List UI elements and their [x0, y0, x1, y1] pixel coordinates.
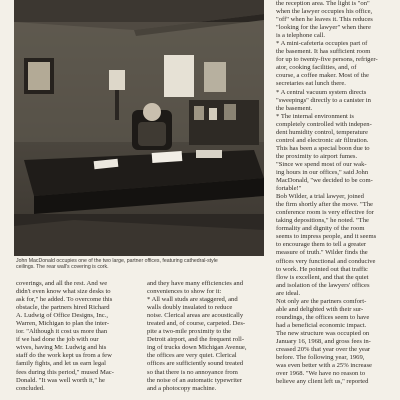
article-line: A. Ludwig of Office Designs, Inc., [16, 312, 108, 320]
article-bottom-middle-column [147, 280, 269, 393]
article-line: conference room is very effective for [276, 209, 374, 217]
article-line: pite a two-mile proximity to the [147, 328, 232, 336]
article-line: MacDonald, "we decided to be com- [276, 177, 373, 185]
article-line: * A mini-cafeteria occupies part of [276, 40, 368, 48]
article-line: creased 20% that year over the year [276, 346, 371, 354]
article-line: had a beneficial economic impact. [276, 321, 367, 329]
article-line: measure of truth." Wilder finds the [276, 249, 368, 257]
article-line: and they have many efficiencies and [147, 280, 243, 287]
article-line: Not only are the partners comfort- [276, 297, 367, 305]
article-line: This has been a special boon due to [276, 144, 370, 152]
article-line: seems to impress people, and it seems [276, 233, 377, 241]
article-line: * A central vacuum system directs [276, 88, 367, 96]
caption-line: ceilings. The rear wall's covering is cork. [16, 264, 109, 271]
article-line: Detroit airport, and the frequent roll- [147, 336, 245, 344]
article-line: offices are sufficiently sound treated [147, 360, 244, 368]
article-line: fortable!" [276, 185, 302, 193]
article-line: completely controlled with indepen- [276, 120, 372, 128]
article-line: believe any client left us," reported [276, 378, 369, 386]
article-line: "off" when he leaves it. This reduces [276, 16, 373, 24]
article-line: able and delighted with their sur- [276, 305, 364, 313]
article-line: ior. "Although it cost us more than [16, 328, 108, 336]
article-line: January 16, 1968, and gross fees in- [276, 337, 371, 345]
article-line: course, a coffee maker. Most of the [276, 72, 369, 80]
article-line: "Since we spend most of our wak- [276, 160, 367, 168]
article-line: and isolation of the lawyers' offices [276, 281, 370, 289]
article-line: taking depositions," he noted. "The [276, 217, 369, 225]
article-line: Warren, Michigan to plan the inter- [16, 320, 110, 328]
article-line: ator, cooking facilities, and, of [276, 64, 357, 72]
article-line: The new structure was occupied on [276, 329, 370, 337]
article-line: for up to twenty-five persons, refriger- [276, 56, 378, 64]
article-line: concluded. [16, 384, 45, 392]
article-bottom-left-column [16, 280, 138, 393]
article-line: coverings, and all the rest. And we [16, 280, 108, 287]
article-line: the offices are very quiet. Clerical [147, 352, 237, 360]
article-line: dent humidity control, temperature [276, 128, 368, 136]
article-line: the basement. [276, 104, 313, 112]
article-line: walls doubly insulated to reduce [147, 304, 233, 312]
article-line: the proximity to airport fumes. [276, 152, 358, 160]
article-right-column [276, 0, 400, 386]
article-line: is a telephone call. [276, 32, 326, 40]
article-line: ing of trucks down Michigan Avenue, [147, 344, 247, 352]
article-line: if we had done the job with our [16, 336, 99, 344]
article-line: staff do the work kept us from a few [16, 352, 112, 360]
article-line: conveniences to show for it: [147, 288, 222, 296]
photo-caption [16, 258, 266, 271]
office-photo-illustration [14, 0, 264, 256]
article-line: ing hours in our offices," said John [276, 168, 369, 176]
article-line: roundings, the offices seem to have [276, 313, 370, 321]
article-line: over 1968. "We have no reason to [276, 370, 366, 378]
article-line: Bob Wilder, a trial lawyer, joined [276, 193, 364, 201]
article-line: noise. Clerical areas are acoustically [147, 312, 244, 320]
article-line: and a photocopy machine. [147, 384, 217, 392]
article-line: are ideal. [276, 289, 301, 297]
caption-line: John MacDonald occupies one of the two large, partner offices, featuring cathedral-style [16, 258, 218, 264]
article-line: when the lawyer occupies his office, [276, 8, 373, 16]
office-photo [14, 0, 264, 256]
article-line: control and electronic air filtration. [276, 136, 369, 144]
article-line: the basement. It has sufficient room [276, 48, 371, 56]
article-line: so that there is no annoyance from [147, 368, 238, 376]
article-line: obstacle, the partners hired Richard [16, 304, 110, 312]
article-line: was even better with a 25% increase [276, 362, 372, 370]
article-line: flow is excellent, and that the quiet [276, 273, 369, 281]
article-line: "looking for the lawyer" when there [276, 24, 371, 32]
article-line: to encourage them to tell a greater [276, 241, 367, 249]
article-line: "sweepings" directly to a canister in [276, 96, 371, 104]
article-line: * All wall studs are staggered, and [147, 296, 238, 304]
article-line: the firm shortly after the move. "The [276, 201, 373, 209]
article-line: * The internal environment is [276, 112, 354, 120]
article-line: family fights, and let us earn legal [16, 360, 106, 368]
article-line: fees during this period," mused Mac- [16, 368, 114, 376]
article-line: before. The following year, 1969, [276, 354, 365, 362]
article-line: treated and, of course, carpeted. Des- [147, 320, 246, 328]
article-line: wives, having Mr. Ludwig and his [16, 344, 107, 352]
article-line: the reception area. The light is "on" [276, 0, 370, 7]
article-line: offices very functional and conducive [276, 257, 376, 265]
article-line: to work. He pointed out that traffic [276, 265, 368, 273]
article-line: didn't even know what size desks to [16, 288, 111, 296]
article-line: ask for," he added. To overcome this [16, 296, 113, 304]
article-line: formality and dignity of the room [276, 225, 365, 233]
article-line: secretaries eat lunch there. [276, 80, 346, 88]
article-line: Donald. "It was well worth it," he [16, 376, 105, 384]
article-line: the noise of an automatic typewriter [147, 376, 243, 384]
